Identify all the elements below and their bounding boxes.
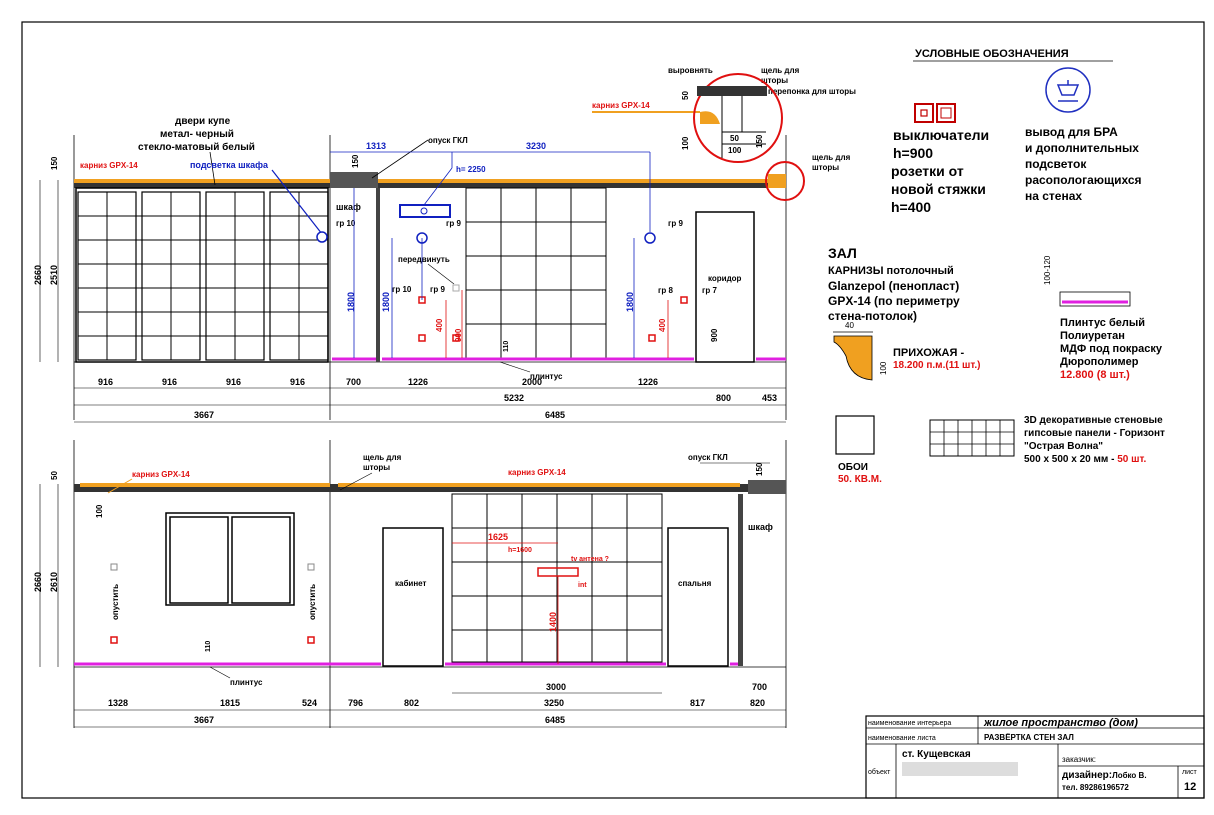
svg-text:опустить: опустить (308, 583, 317, 620)
svg-text:GPX-14 (по периметру: GPX-14 (по периметру (828, 294, 960, 308)
svg-text:гр 9: гр 9 (430, 285, 445, 294)
svg-text:1800: 1800 (625, 291, 635, 312)
svg-text:гипсовые панели - Горизонт: гипсовые панели - Горизонт (1024, 428, 1165, 439)
legend-sconce-2: и дополнительных (1025, 141, 1139, 155)
svg-text:опустить: опустить (111, 583, 120, 620)
svg-text:щель для: щель для (812, 153, 851, 162)
legend-sconce-5: на стенах (1025, 189, 1083, 203)
svg-text:коридор: коридор (708, 274, 742, 283)
svg-text:817: 817 (690, 698, 706, 708)
svg-text:tv антена ?: tv антена ? (571, 556, 609, 563)
svg-text:1226: 1226 (638, 377, 659, 387)
svg-text:100-120: 100-120 (1043, 255, 1052, 285)
svg-text:50. КВ.М.: 50. КВ.М. (838, 474, 882, 485)
svg-text:3667: 3667 (194, 715, 215, 725)
gkl-label: опуск ГКЛ (428, 136, 468, 145)
svg-text:110: 110 (205, 640, 212, 652)
svg-text:Дюрополимер: Дюрополимер (1060, 356, 1139, 368)
svg-text:400: 400 (658, 318, 667, 332)
svg-text:916: 916 (226, 377, 242, 387)
svg-text:наименование интерьера: наименование интерьера (868, 720, 952, 727)
svg-text:дизайнер:Лобко В.: дизайнер:Лобко В. (1062, 770, 1147, 781)
svg-text:400: 400 (435, 318, 444, 332)
backlight-label: подсветка шкафа (190, 160, 269, 170)
svg-text:гр 8: гр 8 (658, 286, 673, 295)
svg-text:шторы: шторы (363, 463, 391, 472)
svg-text:110: 110 (503, 340, 510, 352)
gkl-label: опуск ГКЛ (688, 453, 728, 462)
legend-switches-5: h=400 (891, 199, 932, 215)
svg-text:щель для: щель для (761, 66, 800, 75)
legend-switches-1: выключатели (893, 127, 990, 143)
ceiling-light (400, 205, 450, 217)
svg-text:гр 10: гр 10 (392, 285, 412, 294)
svg-text:1800: 1800 (346, 291, 356, 312)
svg-text:Плинтус белый: Плинтус белый (1060, 317, 1146, 329)
svg-text:2000: 2000 (522, 377, 543, 387)
svg-text:лист: лист (1182, 769, 1197, 776)
legend-sconce-1: вывод для БРА (1025, 125, 1118, 139)
svg-text:гр 9: гр 9 (446, 219, 461, 228)
redacted-field (902, 762, 1018, 776)
legend-switches-3: розетки от (891, 163, 964, 179)
sconce-icon (317, 232, 327, 242)
svg-text:150: 150 (755, 462, 764, 476)
svg-text:Полиуретан: Полиуретан (1060, 330, 1125, 342)
svg-text:900: 900 (710, 328, 719, 342)
svg-text:3D декоративные стеновые: 3D декоративные стеновые (1024, 415, 1163, 426)
svg-text:6485: 6485 (545, 410, 566, 420)
svg-text:3250: 3250 (544, 698, 565, 708)
sconce-icon (645, 233, 655, 243)
switch-icon (915, 104, 933, 122)
svg-text:6485: 6485 (545, 715, 566, 725)
svg-text:1313: 1313 (366, 141, 387, 151)
svg-text:МДФ под покраску: МДФ под покраску (1060, 343, 1163, 355)
svg-text:гр 7: гр 7 (702, 286, 717, 295)
title-block (866, 716, 1204, 798)
legend-sconce-3: подсветок (1025, 157, 1087, 171)
svg-text:40: 40 (845, 321, 854, 330)
wardrobe-doors (76, 188, 328, 362)
svg-text:ОБОИ: ОБОИ (838, 462, 868, 473)
svg-text:1328: 1328 (108, 698, 129, 708)
svg-text:820: 820 (750, 698, 766, 708)
wallpaper-icon (836, 416, 874, 454)
tv-socket-block (538, 568, 578, 576)
svg-text:150: 150 (755, 134, 764, 148)
svg-text:h=1600: h=1600 (508, 547, 532, 554)
svg-text:кабинет: кабинет (395, 579, 427, 588)
legend (592, 48, 1165, 485)
svg-text:3667: 3667 (194, 410, 215, 420)
svg-text:спальня: спальня (678, 579, 712, 588)
svg-text:12.800 (8 шт.): 12.800 (8 шт.) (1060, 369, 1130, 381)
panel-grid (466, 188, 606, 358)
svg-text:453: 453 (762, 393, 778, 403)
svg-text:150: 150 (351, 154, 360, 168)
svg-text:12: 12 (1184, 781, 1197, 793)
svg-text:плинтус: плинтус (530, 372, 563, 381)
svg-text:50: 50 (730, 134, 739, 143)
svg-text:916: 916 (98, 377, 114, 387)
detail-partition: перепонка для шторы (768, 87, 856, 96)
doors-label: двери купе (175, 116, 231, 127)
svg-text:шторы: шторы (812, 163, 840, 172)
svg-text:50: 50 (681, 91, 690, 100)
svg-text:гр 10: гр 10 (336, 219, 356, 228)
svg-text:ПРИХОЖАЯ -: ПРИХОЖАЯ - (893, 347, 965, 359)
svg-text:1226: 1226 (408, 377, 429, 387)
legend-switches-4: новой стяжки (891, 181, 986, 197)
svg-text:1625: 1625 (488, 532, 509, 542)
svg-text:2610: 2610 (49, 571, 59, 592)
svg-text:заказчик:: заказчик: (1062, 755, 1096, 764)
svg-text:щель для: щель для (363, 453, 402, 462)
svg-text:150: 150 (50, 156, 59, 170)
svg-text:жилое пространство (дом): жилое пространство (дом) (984, 717, 1138, 729)
panel-grid (452, 494, 662, 662)
legend-title: УСЛОВНЫЕ ОБОЗНАЧЕНИЯ (915, 48, 1069, 60)
hall-title: ЗАЛ (828, 245, 857, 261)
svg-text:1800: 1800 (381, 291, 391, 312)
svg-text:916: 916 (290, 377, 306, 387)
svg-text:3230: 3230 (526, 141, 547, 151)
socket-icon (937, 104, 955, 122)
svg-text:796: 796 (348, 698, 364, 708)
svg-text:РАЗВЁРТКА СТЕН ЗАЛ: РАЗВЁРТКА СТЕН ЗАЛ (984, 733, 1074, 742)
svg-text:h= 2250: h= 2250 (456, 165, 486, 174)
cabinet-door (383, 528, 443, 666)
svg-text:int: int (578, 582, 587, 589)
svg-text:стекло-матовый белый: стекло-матовый белый (138, 142, 255, 153)
svg-text:916: 916 (162, 377, 178, 387)
svg-text:900: 900 (454, 328, 463, 342)
svg-text:5232: 5232 (504, 393, 525, 403)
svg-text:2660: 2660 (33, 571, 43, 592)
svg-text:метал- черный: метал- черный (160, 129, 234, 140)
svg-text:наименование листа: наименование листа (868, 735, 936, 742)
svg-text:1815: 1815 (220, 698, 241, 708)
svg-text:700: 700 (752, 682, 768, 692)
detail-align: выровнять (668, 66, 713, 75)
bedroom-door (668, 528, 728, 666)
svg-text:плинтус: плинтус (230, 678, 263, 687)
svg-text:ст. Кущевская: ст. Кущевская (902, 749, 971, 760)
legend-sconce-4: расопологающихся (1025, 173, 1142, 187)
svg-text:карниз GPX-14: карниз GPX-14 (508, 468, 566, 477)
elevation-top (33, 116, 851, 422)
panels-icon (930, 420, 1014, 456)
window (166, 513, 294, 605)
svg-text:1400: 1400 (548, 611, 558, 632)
svg-text:100: 100 (728, 146, 742, 155)
svg-text:50: 50 (50, 471, 59, 480)
legend-switches-2: h=900 (893, 145, 934, 161)
svg-text:КАРНИЗЫ потолочный: КАРНИЗЫ потолочный (828, 265, 954, 277)
svg-text:стена-потолок): стена-потолок) (828, 309, 917, 323)
elevation-bottom (33, 440, 786, 728)
svg-text:100: 100 (879, 361, 888, 375)
svg-text:18.200 п.м.(11 шт.): 18.200 п.м.(11 шт.) (893, 360, 981, 371)
svg-text:3000: 3000 (546, 682, 567, 692)
svg-text:шторы: шторы (761, 76, 789, 85)
cornice-profile-icon (834, 336, 872, 380)
svg-text:тел. 89286196572: тел. 89286196572 (1062, 783, 1129, 792)
svg-text:524: 524 (302, 698, 318, 708)
svg-text:2510: 2510 (49, 264, 59, 285)
plinth-icon (1060, 292, 1130, 306)
svg-text:карниз GPX-14: карниз GPX-14 (592, 101, 650, 110)
svg-text:2660: 2660 (33, 264, 43, 285)
svg-text:шкаф: шкаф (748, 522, 773, 532)
svg-text:500 х 500 х 20 мм - 50 шт.: 500 х 500 х 20 мм - 50 шт. (1024, 454, 1147, 465)
svg-text:карниз GPX-14: карниз GPX-14 (132, 470, 190, 479)
svg-text:100: 100 (681, 136, 690, 150)
sconce-icon (1046, 68, 1090, 112)
svg-text:карниз GPX-14: карниз GPX-14 (80, 161, 138, 170)
svg-text:100: 100 (95, 504, 104, 518)
svg-text:объект: объект (868, 769, 891, 776)
svg-text:Glanzepol (пенопласт): Glanzepol (пенопласт) (828, 279, 960, 293)
svg-text:шкаф: шкаф (336, 202, 361, 212)
svg-text:802: 802 (404, 698, 420, 708)
svg-text:гр 9: гр 9 (668, 219, 683, 228)
svg-text:800: 800 (716, 393, 732, 403)
svg-text:передвинуть: передвинуть (398, 255, 450, 264)
svg-text:"Острая Волна": "Острая Волна" (1024, 441, 1104, 452)
svg-text:700: 700 (346, 377, 362, 387)
